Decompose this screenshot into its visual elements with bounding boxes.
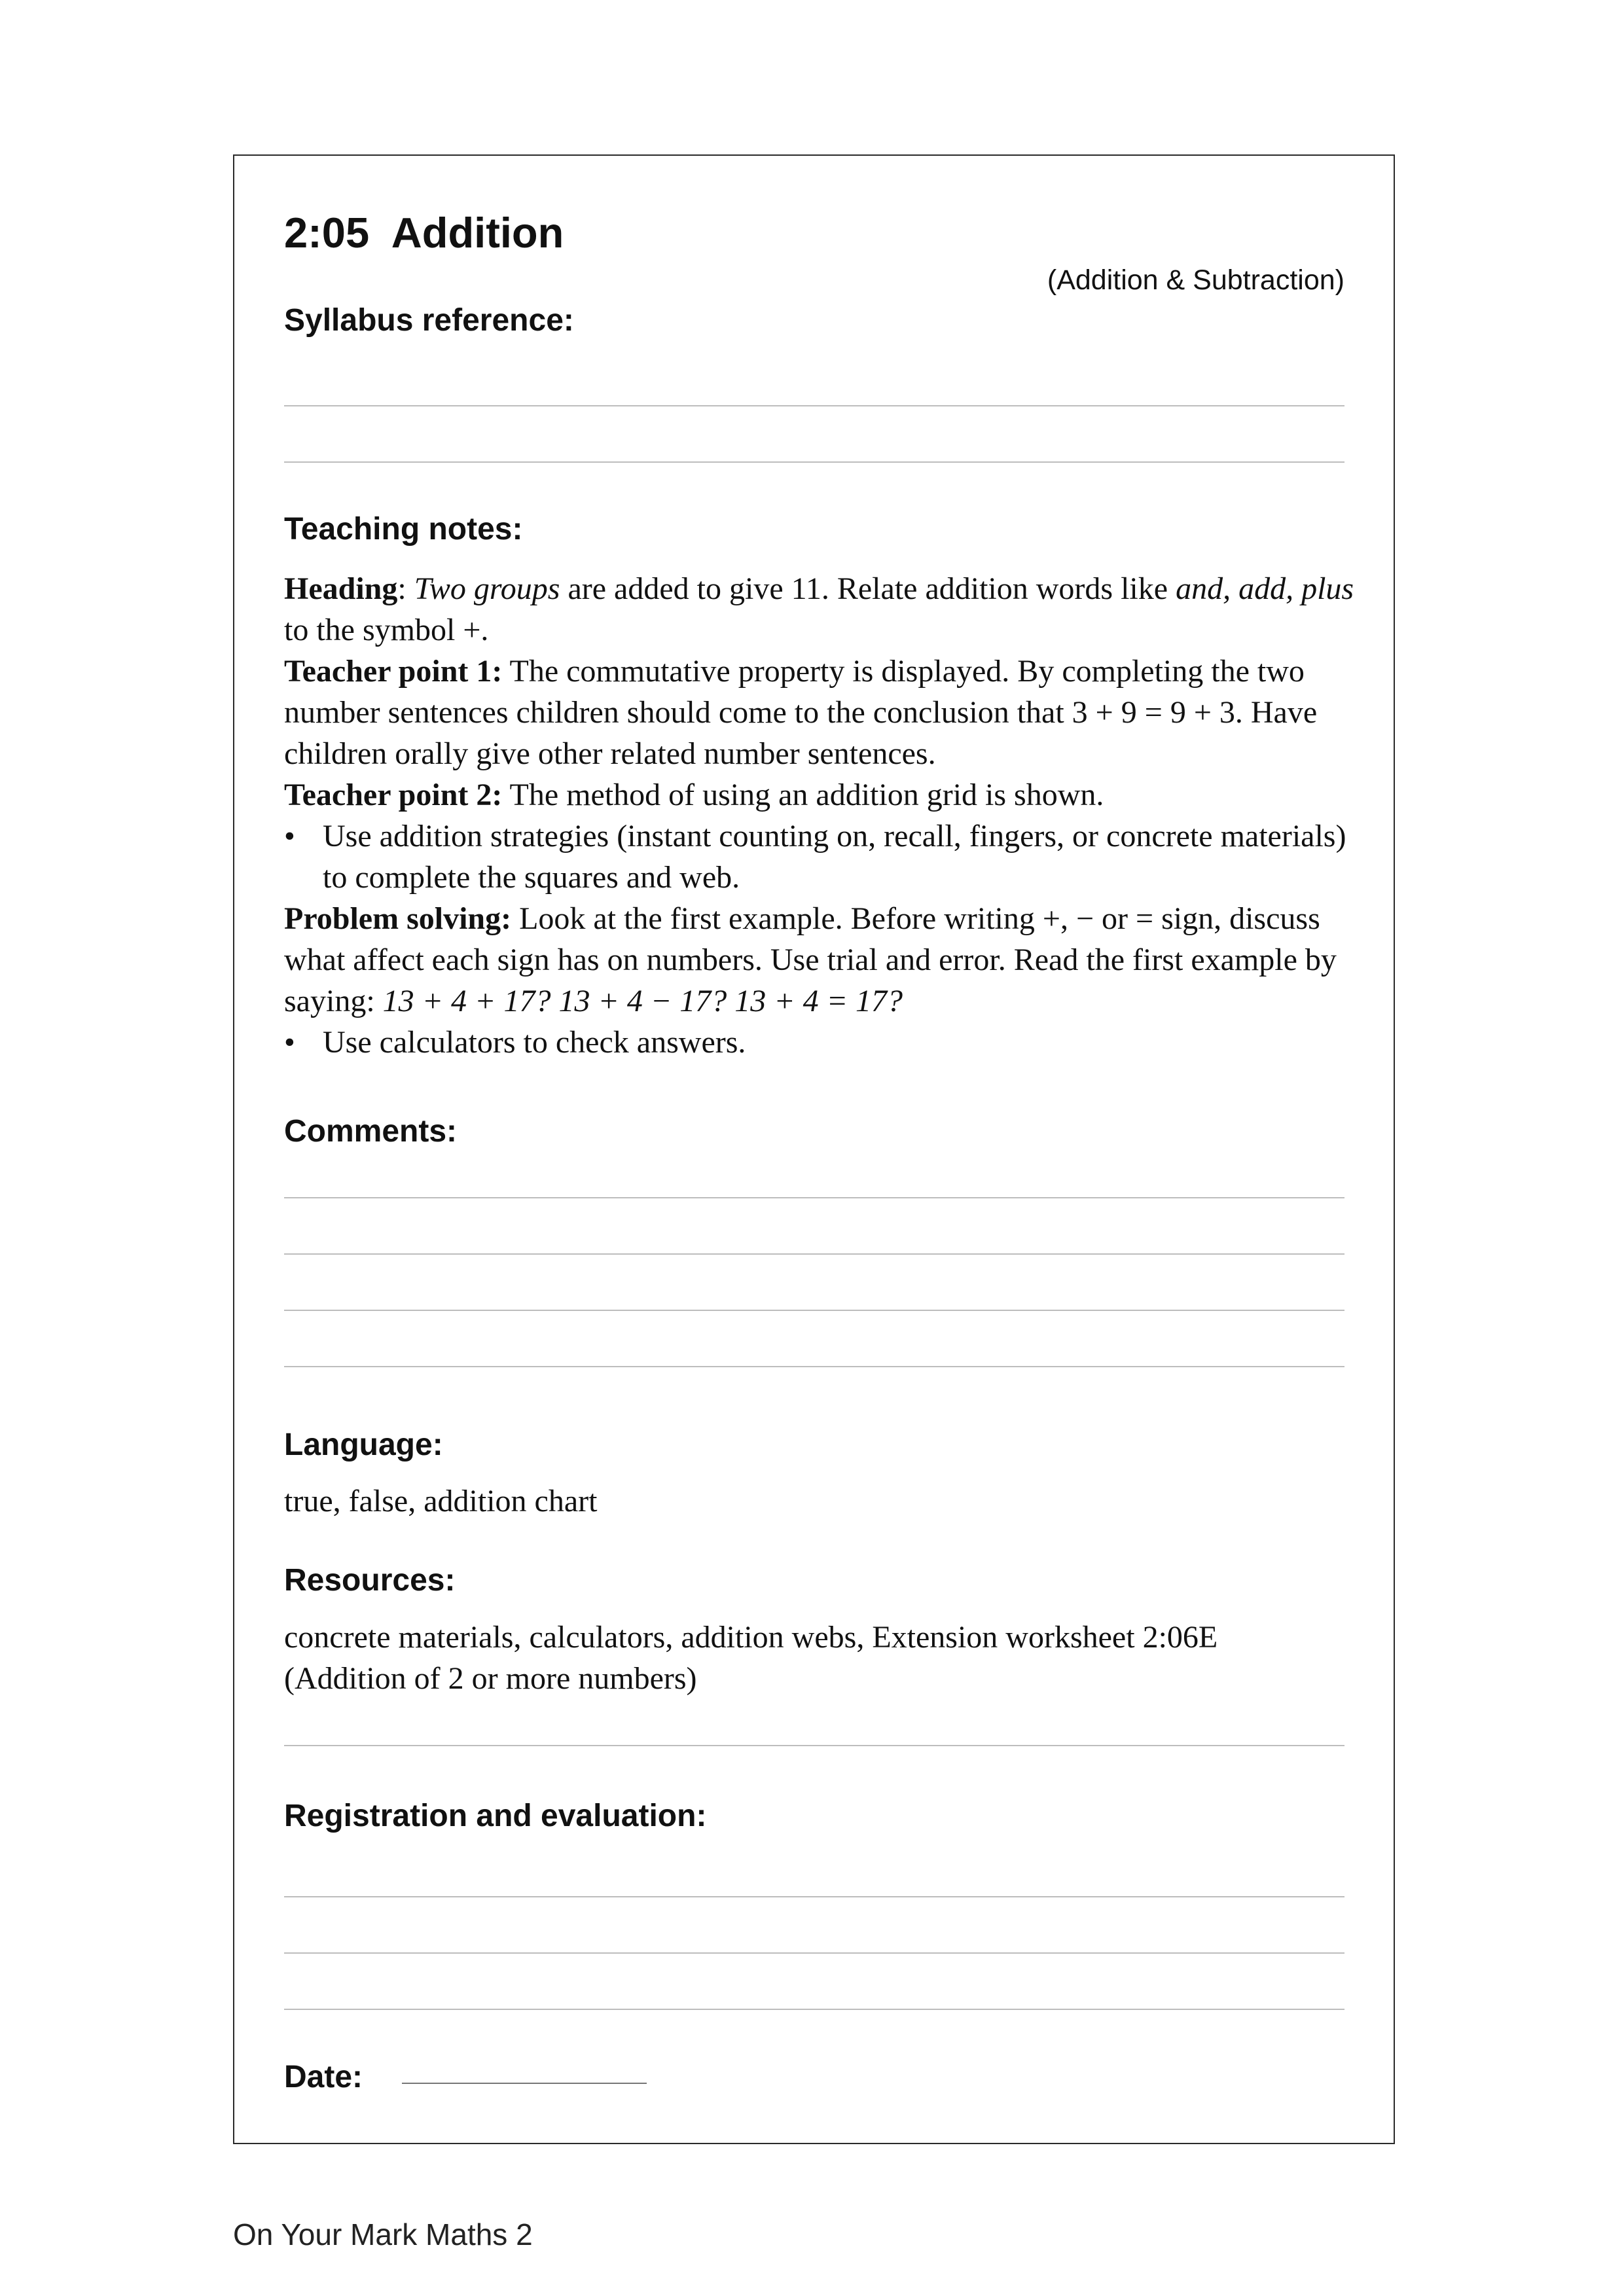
comments-line-1 bbox=[284, 1197, 1344, 1198]
problem-solving-label: Problem solving: bbox=[284, 901, 512, 936]
language-text: true, false, addition chart bbox=[284, 1484, 598, 1518]
problem-solving-examples: 13 + 4 + 17? 13 + 4 − 17? 13 + 4 = 17? bbox=[382, 984, 903, 1018]
comments-line-2 bbox=[284, 1253, 1344, 1255]
teaching-notes-heading: Teaching notes: bbox=[284, 512, 523, 547]
registration-heading: Registration and evaluation: bbox=[284, 1799, 707, 1833]
bullet-icon: • bbox=[284, 819, 295, 853]
heading-note: Heading: Two groups are added to give 11. Relate addition words like and, add, plus to the symbol +. bbox=[284, 571, 1354, 647]
resources-text bbox=[284, 1617, 1358, 1699]
registration-line-3 bbox=[284, 2009, 1344, 2010]
problem-solving bbox=[284, 898, 1358, 1022]
teacher-point-2 bbox=[284, 774, 1358, 816]
resources-line-2: (Addition of 2 or more numbers) bbox=[284, 1661, 697, 1696]
resources-heading: Resources: bbox=[284, 1563, 456, 1598]
language-heading: Language: bbox=[284, 1427, 443, 1462]
comments-heading: Comments: bbox=[284, 1114, 458, 1149]
heading-note-text-2: to the symbol +. bbox=[284, 613, 489, 647]
teacher-point-1 bbox=[284, 651, 1358, 774]
syllabus-heading: Syllabus reference: bbox=[284, 303, 574, 338]
unit-label: (Addition & Subtraction) bbox=[1047, 264, 1344, 296]
problem-solving-text: Look at the first example. Before writing +, − or = sign, discuss what affect each sign has on numbers. Use trial and error. Read the first example by saying: bbox=[284, 901, 1337, 1018]
syllabus-line-2 bbox=[284, 461, 1344, 463]
registration-line-1 bbox=[284, 1896, 1344, 1897]
teacher-point-1-label: Teacher point 1: bbox=[284, 654, 503, 689]
teacher-point-1-text: The commutative property is displayed. By completing the two number sentences children should come to the conclusion that 3 + 9 = 9 + 3. Have children orally give other related number sentences. bbox=[284, 654, 1318, 771]
bullet-icon: • bbox=[284, 1025, 295, 1060]
date-line bbox=[402, 2083, 647, 2084]
date-label: Date: bbox=[284, 2060, 363, 2094]
bullet-item-strategies-text: Use addition strategies (instant counting on, recall, fingers, or concrete materials) to complete the squares and web. bbox=[323, 819, 1346, 895]
resources-line-1: concrete materials, calculators, addition webs, Extension worksheet 2:06E bbox=[284, 1620, 1218, 1655]
page-frame bbox=[233, 154, 1395, 2144]
lesson-title: 2:05 Addition bbox=[284, 209, 564, 257]
bullet-item-strategies bbox=[284, 816, 1358, 898]
registration-line-2 bbox=[284, 1952, 1344, 1954]
comments-line-3 bbox=[284, 1310, 1344, 1311]
heading-note-emphasis: Two groups bbox=[414, 571, 560, 606]
syllabus-line-1 bbox=[284, 405, 1344, 406]
comments-line-4 bbox=[284, 1366, 1344, 1367]
teaching-notes-body bbox=[284, 568, 1358, 1063]
footer-text: On Your Mark Maths 2 bbox=[233, 2217, 533, 2251]
bullet-item-calculators bbox=[284, 1022, 1358, 1063]
teacher-point-2-text: The method of using an addition grid is shown. bbox=[502, 778, 1104, 812]
bullet-item-calculators-text: Use calculators to check answers. bbox=[323, 1025, 746, 1060]
heading-note-label: Heading bbox=[284, 571, 398, 606]
resources-line bbox=[284, 1745, 1344, 1746]
teacher-point-2-label: Teacher point 2: bbox=[284, 778, 503, 812]
heading-note-words: and, add, plus bbox=[1176, 571, 1354, 606]
heading-note-text-1: are added to give 11. Relate addition words like bbox=[560, 571, 1176, 606]
